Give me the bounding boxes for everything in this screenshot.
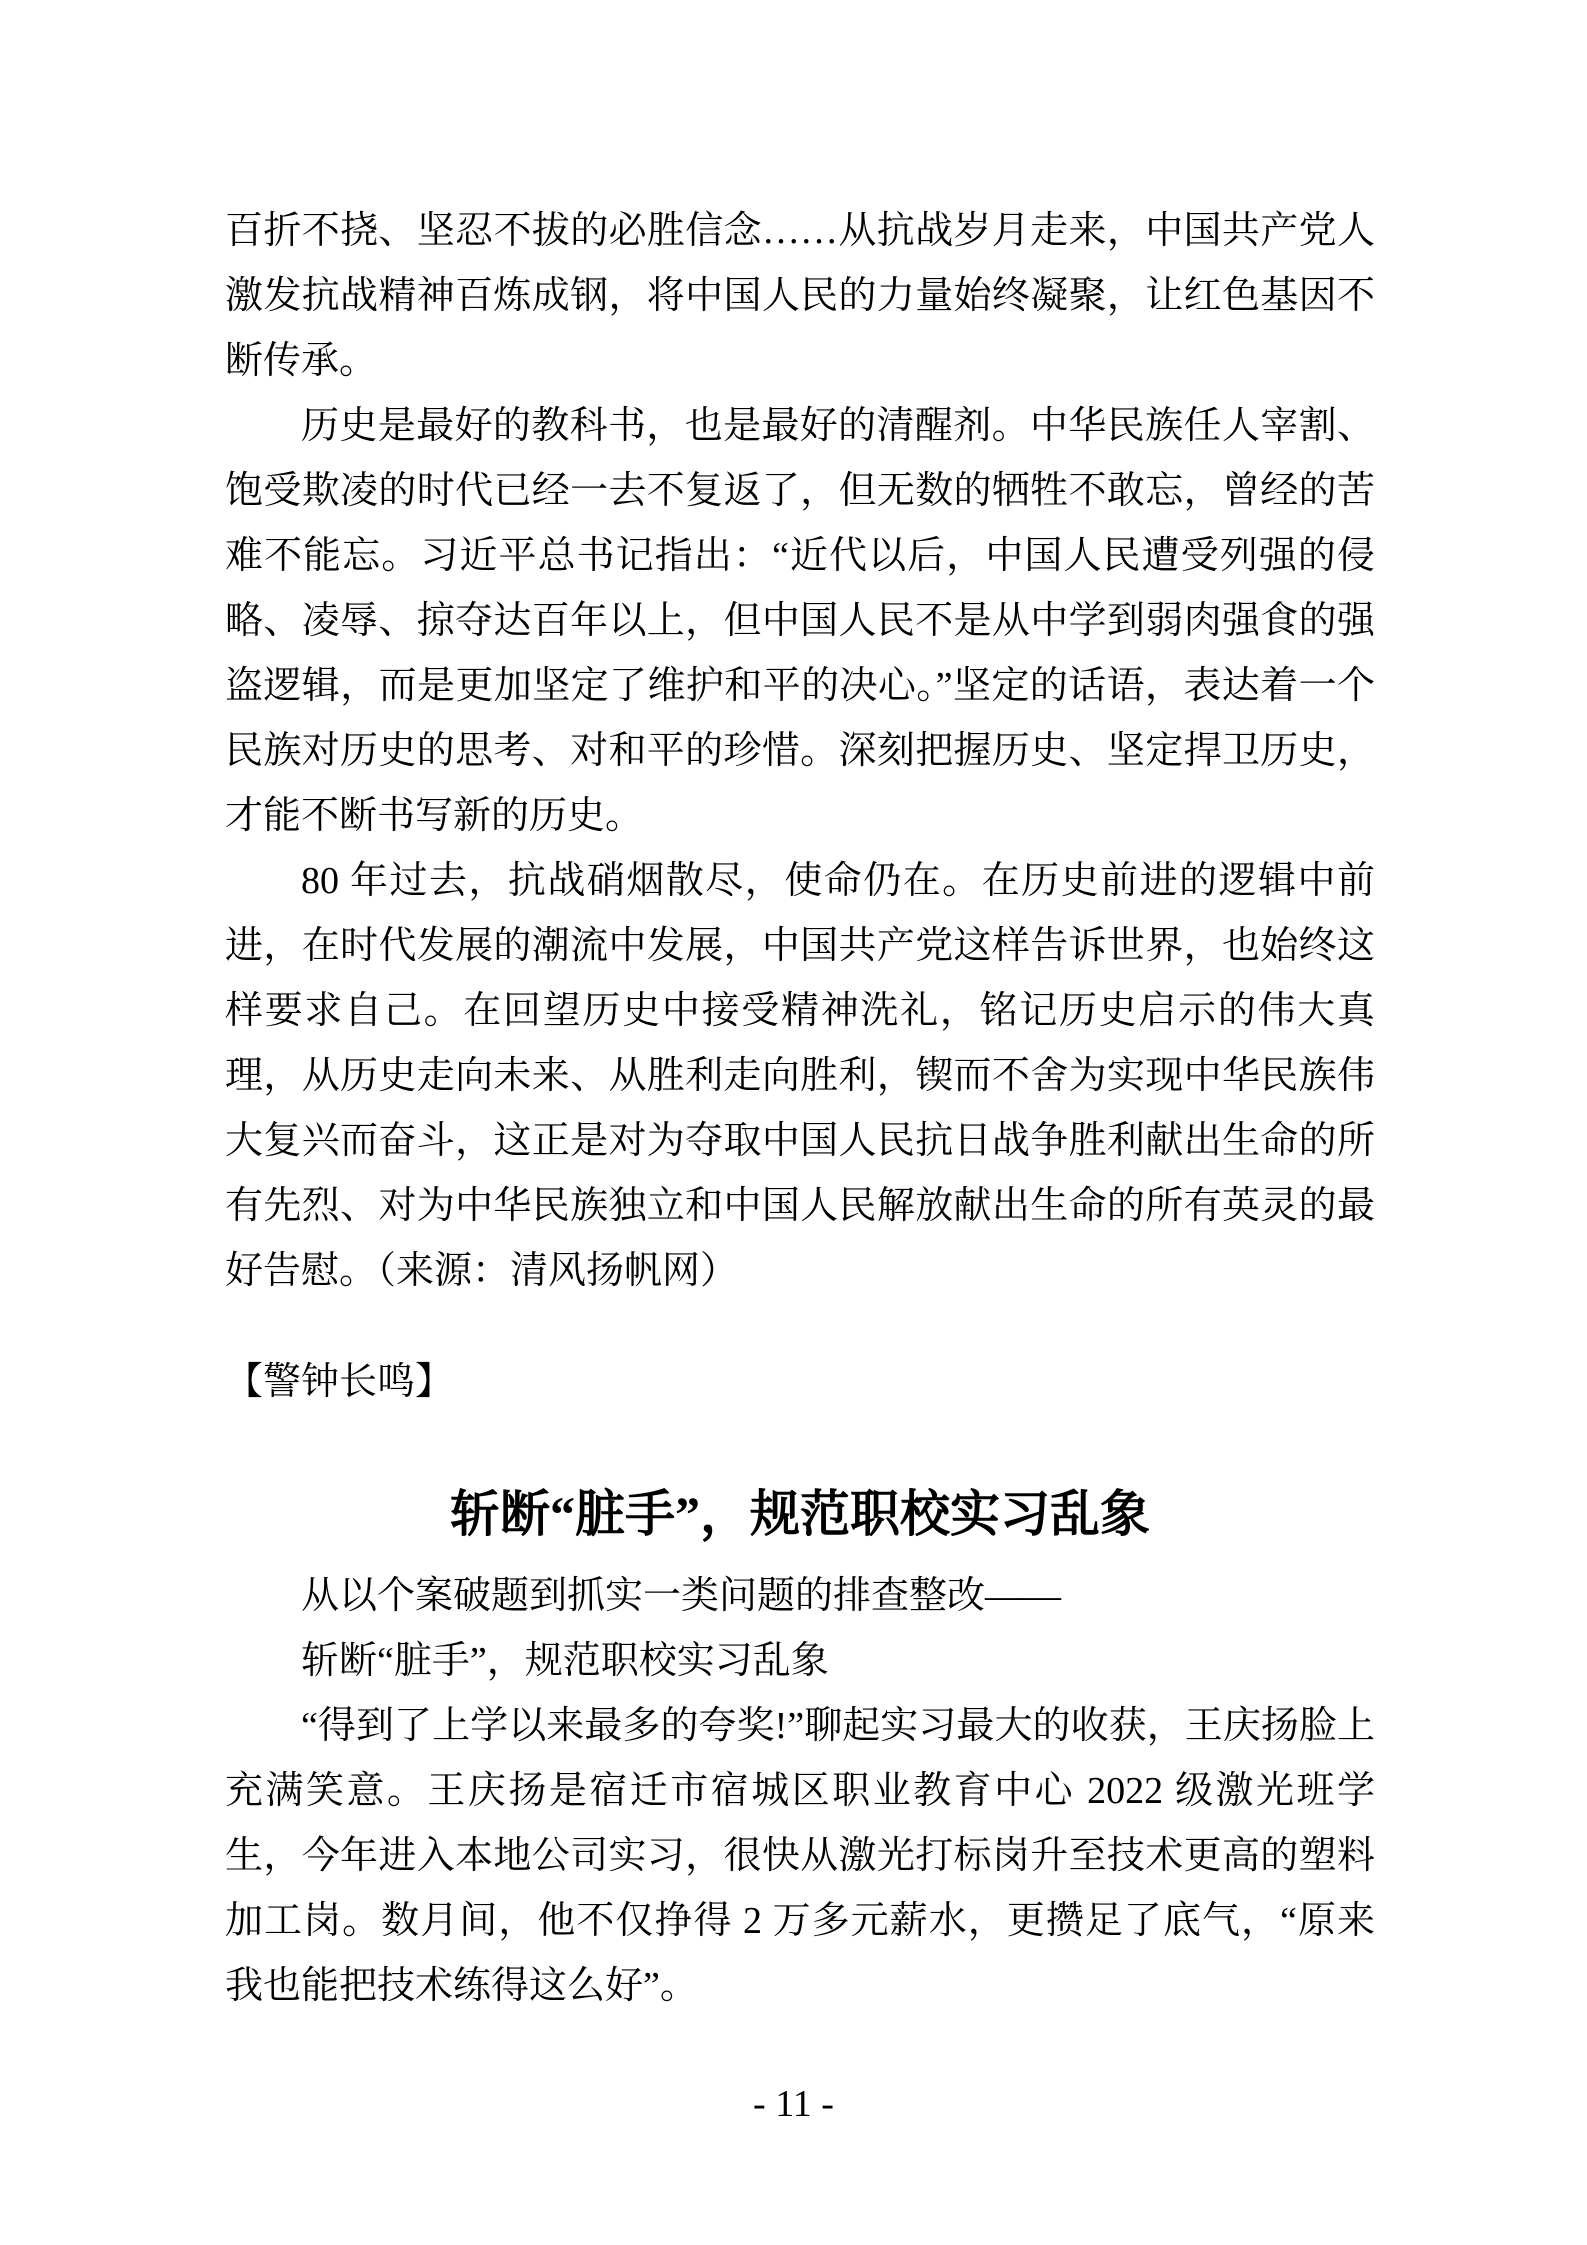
article-title: 斩断“脏手”，规范职校实习乱象 <box>450 1486 1150 1542</box>
paragraph: 从以个案破题到抓实一类问题的排查整改—— <box>301 1575 1062 1617</box>
section-article-body <box>225 1564 1375 2019</box>
paragraph: 历史是最好的教科书，也是最好的清醒剂。中华民族任人宰割、饱受欺凌的时代已经一去不复返了，但无数的牺牲不敢忘，曾经的苦难不能忘。习近平总书记指出：“近代以后，中国人民遭受列强的侵略、凌辱、掠夺达百年以上，但中国人民不是从中学到弱肉强食的强盗逻辑，而是更加坚定了维护和平的决心。”坚定的话语，表达着一个民族对历史的思考、对和平的珍惜。深刻把握历史、坚定捍卫历史，才能不断书写新的历史。 <box>225 405 1375 837</box>
paragraph: 百折不挠、坚忍不拔的必胜信念……从抗战岁月走来，中国共产党人激发抗战精神百炼成钢，将中国人民的力量始终凝聚，让红色基因不断传承。 <box>225 210 1375 382</box>
main-article-body <box>225 199 1375 1304</box>
section-header-label: 【警钟长鸣】 <box>225 1361 454 1403</box>
paragraph: 80 年过去，抗战硝烟散尽，使命仍在。在历史前进的逻辑中前进，在时代发展的潮流中发展，中国共产党这样告诉世界，也始终这样要求自己。在回望历史中接受精神洗礼，铭记历史启示的伟大真理，从历史走向未来、从胜利走向胜利，锲而不舍为实现中华民族伟大复兴而奋斗，这正是对为夺取中国人民抗日战争胜利献出生命的所有先烈、对为中华民族独立和中国人民解放献出生命的所有英灵的最好告慰。（来源：清风扬帆网） <box>225 860 1375 1292</box>
paragraph: 斩断“脏手”，规范职校实习乱象 <box>301 1640 829 1682</box>
paragraph: “得到了上学以来最多的夸奖!”聊起实习最大的收获，王庆扬脸上充满笑意。王庆扬是宿迁市宿城区职业教育中心 2022 级激光班学生，今年进入本地公司实习，很快从激光打标岗升至技术更高的塑料加工岗。数月间，他不仅挣得 2 万多元薪水，更攒足了底气，“原来我也能把技术练得这么好”。 <box>225 1705 1375 2007</box>
page-number: - 11 - <box>753 2083 834 2125</box>
section-header <box>225 1350 1375 1415</box>
